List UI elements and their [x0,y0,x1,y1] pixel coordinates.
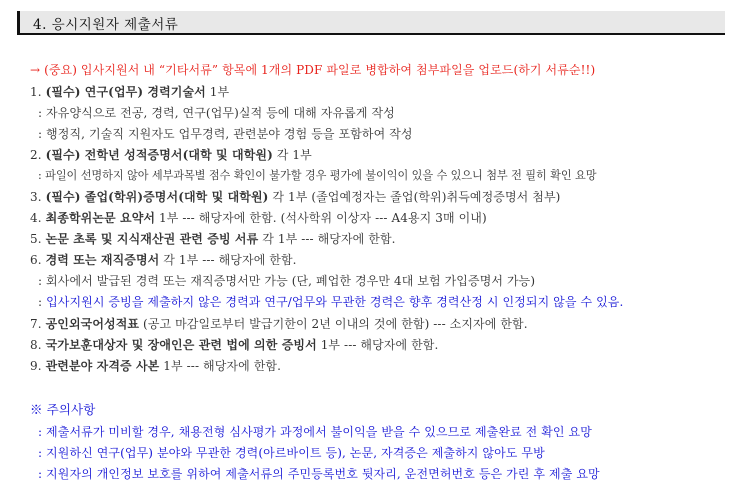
item-4 [30,210,487,226]
item-5-detail: 각 1부 --- 해당자에 한함. [258,232,396,246]
item-6-warning: 입사지원시 증빙을 제출하지 않은 경력과 연구/업무와 무관한 경력은 향후 경력산정 시 인정되지 않을 수 있음. [46,295,624,309]
item-2-number: 2. [30,148,46,162]
item-1-number: 1. [30,85,46,99]
item-7-title: 공인외국어성적표 [45,317,140,331]
item-3-title: (필수) 졸업(학위)증명서(대학 및 대학원) [45,190,269,204]
item-1-title: (필수) 연구(업무) 경력기술서 [45,85,206,99]
item-6 [30,252,297,268]
note-2: : 지원하신 연구(업무) 분야와 무관한 경력(아르바이트 등), 논문, 자격증은 제출하지 않아도 무방 [38,446,545,460]
item-8-detail: 1부 --- 해당자에 한함. [316,338,439,352]
section-title: 4. 응시지원자 제출서류 [33,17,179,33]
item-9-detail: 1부 --- 해당자에 한함. [159,359,281,373]
section-header [17,11,725,35]
notes-title: ※ 주의사항 [30,402,96,417]
item-7 [30,316,528,332]
item-1-sub-1: : 자유양식으로 전공, 경력, 연구(업무)실적 등에 대해 자유롭게 작성 [38,106,395,120]
item-6-sub-2 [38,294,623,310]
item-8 [30,337,438,353]
item-6-detail: 각 1부 --- 해당자에 한함. [159,253,297,267]
note-1: : 제출서류가 미비할 경우, 채용전형 심사평가 과정에서 불이익을 받을 수 있으므로 제출완료 전 확인 요망 [38,425,592,439]
item-2-title: (필수) 전학년 성적증명서(대학 및 대학원) [45,148,273,162]
item-1-sub-2: : 행정직, 기술직 지원자도 업무경력, 관련분야 경험 등을 포함하여 작성 [38,127,413,141]
item-2-sub-1: : 파일이 선명하지 않아 세부과목별 점수 확인이 불가할 경우 평가에 불이익이 있을 수 있으니 첨부 전 필히 확인 요망 [38,169,597,182]
item-6-sub-1: : 회사에서 발급된 경력 또는 재직증명서만 가능 (단, 폐업한 경우만 4대 보험 가입증명서 가능) [38,274,536,288]
item-3-detail: 각 1부 (졸업예정자는 졸업(학위)취득예정증명서 첨부) [268,190,561,204]
item-8-number: 8. [30,338,46,352]
item-4-title: 최종학위논문 요약서 [45,211,156,225]
item-9-number: 9. [30,359,46,373]
item-9-title: 관련분야 자격증 사본 [45,359,160,373]
item-1 [30,84,229,100]
item-7-number: 7. [30,317,46,331]
item-3 [30,189,560,205]
item-4-detail: 1부 --- 해당자에 한함. (석사학위 이상자 --- A4용지 3매 이내) [155,211,487,225]
item-3-number: 3. [30,190,46,204]
item-6-number: 6. [30,253,46,267]
item-5-number: 5. [30,232,46,246]
note-3: : 지원자의 개인정보 보호를 위하여 제출서류의 주민등록번호 뒷자리, 운전면허번호 등은 가린 후 제출 요망 [38,467,600,481]
item-5-title: 논문 초록 및 지식재산권 관련 증빙 서류 [45,232,259,246]
item-9 [30,358,281,374]
item-8-title: 국가보훈대상자 및 장애인은 관련 법에 의한 증빙서 [45,338,317,352]
item-4-number: 4. [30,211,46,225]
item-6-title: 경력 또는 재직증명서 [45,253,160,267]
item-7-detail: (공고 마감일로부터 발급기한이 2년 이내의 것에 한함) --- 소지자에 한함. [139,317,528,331]
item-1-detail: 1부 [205,85,230,99]
item-2-detail: 각 1부 [272,148,312,162]
important-note: → (중요) 입사지원서 내 “기타서류” 항목에 1개의 PDF 파일로 병합하여 첨부파일을 업로드(하기 서류순!!) [30,63,596,77]
item-6-sub-2-prefix: : [38,295,47,309]
item-2 [30,147,312,163]
item-5 [30,231,396,247]
